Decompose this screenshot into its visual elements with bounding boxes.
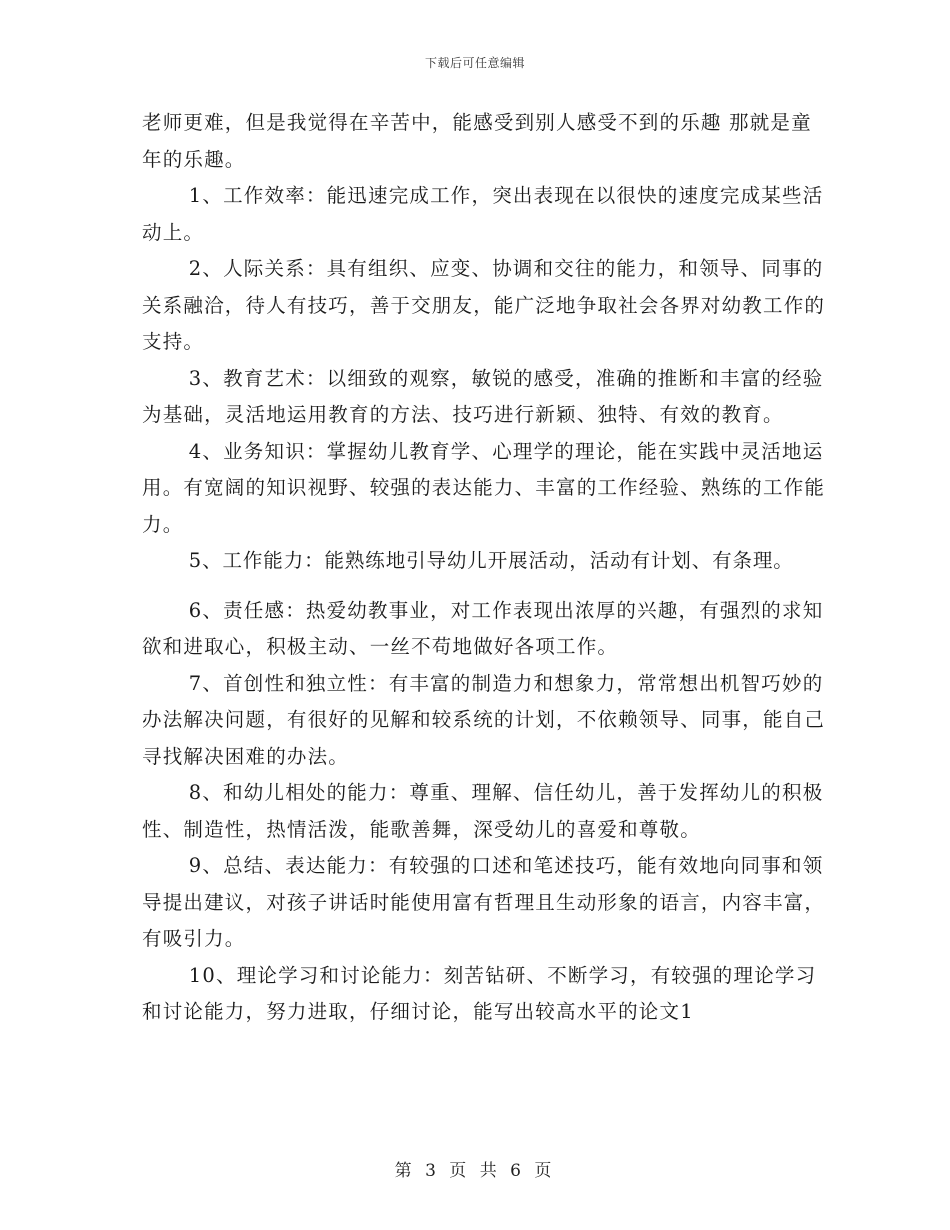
paragraph-item-2: 2、人际关系：具有组织、应变、协调和交往的能力，和领导、同事的关系融洽，待人有技巧，善于交朋友，能广泛地争取社会各界对幼教工作的支持。: [142, 257, 826, 353]
page-footer: 第 3 页 共 6 页: [394, 1161, 556, 1181]
page-header: 下载后可任意编辑: [424, 56, 525, 70]
paragraph-item-10: 10、理论学习和讨论能力：刻苦钻研、不断学习，有较强的理论学习和讨论能力，努力进取，仔细讨论，能写出较高水平的论文1: [142, 963, 817, 1023]
paragraph-item-9: 9、总结、表达能力：有较强的口述和笔述技巧，能有效地向同事和领导提出建议，对孩子讲话时能使用富有哲理且生动形象的语言，内容丰富，有吸引力。: [142, 854, 826, 950]
paragraph-item-5: 5、工作能力：能熟练地引导幼儿开展活动，活动有计划、有条理。: [188, 549, 794, 572]
paragraph-item-3: 3、教育艺术：以细致的观察，敏锐的感受，准确的推断和丰富的经验为基础，灵活地运用教育的方法、技巧进行新颖、独特、有效的教育。: [142, 366, 824, 426]
paragraph-item-1: 1、工作效率：能迅速完成工作，突出表现在以很快的速度完成某些活动上。: [142, 184, 824, 244]
document-body: [142, 105, 832, 1031]
paragraph-intro: 老师更难，但是我觉得在辛苦中，能感受到别人感受不到的乐趣 那就是童年的乐趣。: [142, 111, 812, 171]
paragraph-gap: [142, 580, 832, 593]
paragraph-item-8: 8、和幼儿相处的能力：尊重、理解、信任幼儿，善于发挥幼儿的积极性、制造性，热情活泼，能歌善舞，深受幼儿的喜爱和尊敬。: [142, 781, 824, 841]
paragraph-item-6: 6、责任感：热爱幼教事业，对工作表现出浓厚的兴趣，有强烈的求知欲和进取心，积极主动、一丝不苟地做好各项工作。: [142, 598, 824, 658]
paragraph-item-4: 4、业务知识：掌握幼儿教育学、心理学的理论，能在实践中灵活地运用。有宽阔的知识视野、较强的表达能力、丰富的工作经验、熟练的工作能力。: [142, 439, 826, 536]
paragraph-item-7: 7、首创性和独立性：有丰富的制造力和想象力，常常想出机智巧妙的办法解决问题，有很好的见解和较系统的计划，不依赖领导、同事，能自己寻找解决困难的办法。: [142, 671, 826, 768]
